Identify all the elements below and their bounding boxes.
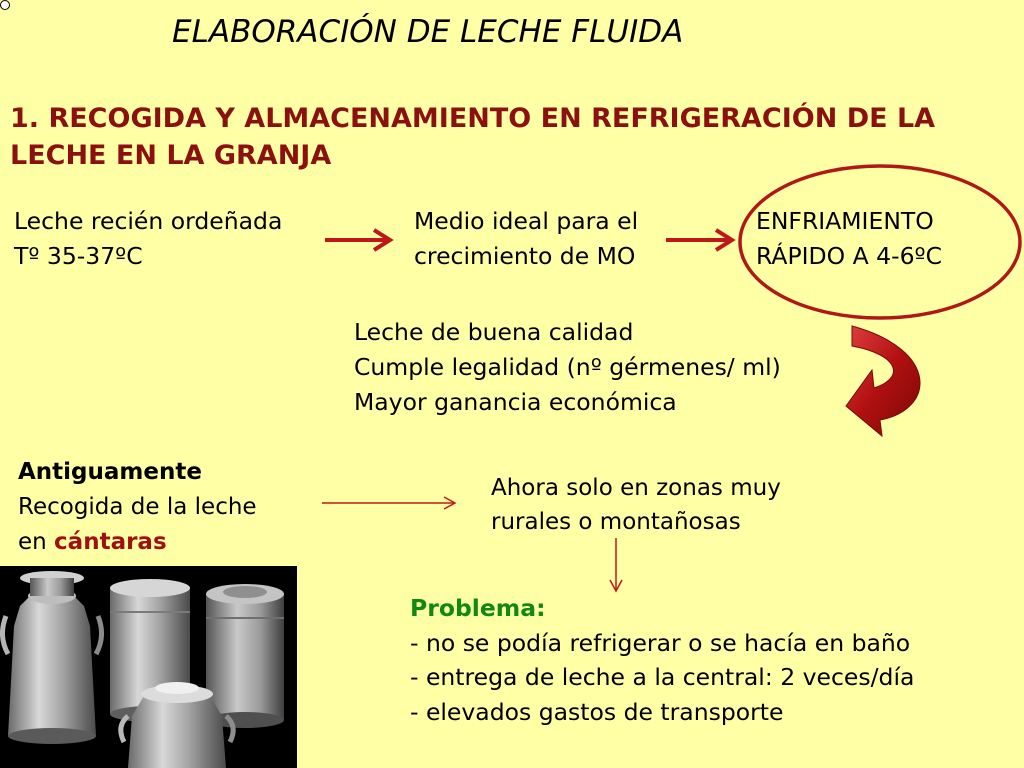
curved-arrow-icon [846, 326, 920, 436]
arrow-right-icon [325, 230, 390, 250]
result-quality-line2: Cumple legalidad (nº gérmenes/ ml) [354, 353, 781, 381]
problema-item: - no se podía refrigerar o se hacía en baño [410, 628, 911, 657]
milk-can-icon [206, 584, 284, 728]
ahora-line2: rurales o montañosas [491, 509, 741, 535]
highlight-ellipse [740, 166, 1020, 318]
antiguamente-line1: Recogida de la leche [18, 494, 257, 520]
slide-title: ELABORACIÓN DE LECHE FLUIDA [172, 14, 684, 50]
antiguamente-heading: Antiguamente [18, 459, 202, 485]
step-fresh-milk-line1: Leche recién ordeñada [14, 207, 283, 235]
result-quality-line3: Mayor ganancia económica [354, 388, 677, 416]
antiguamente-line2-prefix: en [18, 529, 55, 555]
arrow-down-icon [610, 538, 622, 591]
cantaras-highlight: cántaras [54, 529, 167, 555]
result-quality-line1: Leche de buena calidad [354, 318, 634, 346]
step-rapid-cooling-line1: ENFRIAMIENTO [756, 207, 934, 235]
ahora-line1: Ahora solo en zonas muy [491, 475, 781, 501]
milk-cans-photo [0, 566, 297, 768]
step-growth-medium-line1: Medio ideal para el [414, 207, 639, 235]
problema-item: - entrega de leche a la central: 2 veces/día [410, 663, 915, 691]
step-rapid-cooling-line2: RÁPIDO A 4-6ºC [756, 242, 943, 270]
problema-item: - elevados gastos de transporte [410, 697, 784, 726]
problema-label: Problema: [410, 594, 546, 622]
step-growth-medium-line2: crecimiento de MO [414, 242, 636, 270]
arrow-right-icon [322, 497, 455, 509]
arrow-right-icon [666, 230, 732, 250]
step-fresh-milk-line2: Tº 35-37ºC [14, 242, 143, 270]
section-heading: 1. RECOGIDA Y ALMACENAMIENTO EN REFRIGERACIÓN DE LA LECHE EN LA GRANJA [10, 103, 936, 171]
milk-can-icon [2, 571, 101, 744]
